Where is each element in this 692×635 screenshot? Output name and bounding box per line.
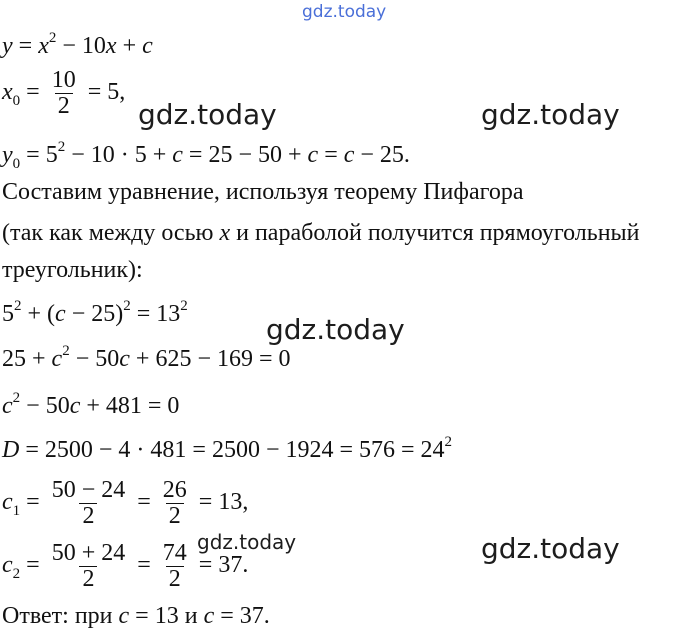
text-pythagoras: Составим уравнение, используя теорему Пифагора: [2, 179, 524, 205]
equation-root-2: $c_2$ = $\frac{50 + 24}{2}$ = $\frac{74}{2}$ = 37.: [2, 540, 249, 593]
equation-quadratic: $c^2 - 50c + 481 = 0$: [2, 390, 180, 419]
watermark-4: gdz.today: [197, 530, 297, 554]
watermark-3: gdz.today: [266, 313, 405, 346]
text-explanation: (так как между осью x и параболой получится прямоугольный: [2, 220, 640, 246]
equation-x0: $x_0$ = $\frac{10}{2}$ = 5,: [2, 67, 126, 120]
equation-parabola: $y = x^2 - 10x + c$: [2, 30, 153, 59]
watermark-2: gdz.today: [481, 98, 620, 131]
fraction-root-2a: $\frac{50 + 24}{2}$: [51, 540, 126, 593]
equation-expanded: $25 + c^2 - 50c + 625 - 169 = 0$: [2, 343, 291, 372]
watermark-5: gdz.today: [481, 532, 620, 565]
equation-root-1: $c_1$ = $\frac{50 - 24}{2}$ = $\frac{26}{2}$ = 13,: [2, 477, 249, 530]
equation-pythagoras: $5^2 + (c - 25)^2 = 13^2$: [2, 298, 188, 327]
fraction-root-2b: $\frac{74}{2}$: [162, 540, 187, 593]
equation-y0: $y_0 = 5^2 - 10 \cdot 5 + c = 25 - 50 + c = c - 25$.: [2, 139, 410, 172]
watermark-top: gdz.today: [302, 2, 387, 22]
equation-discriminant: $D = 2500 - 4 \cdot 481 = 2500 - 1924 = 576 = 24^2$: [2, 434, 453, 463]
fraction-x0: $\frac{10}{2}$: [51, 67, 76, 120]
watermark-1: gdz.today: [138, 98, 277, 131]
fraction-root-1a: $\frac{50 - 24}{2}$: [51, 477, 126, 530]
answer-line: Ответ: при c = 13 и c = 37.: [2, 603, 270, 629]
text-triangle: треугольник):: [2, 257, 143, 283]
fraction-root-1b: $\frac{26}{2}$: [162, 477, 187, 530]
